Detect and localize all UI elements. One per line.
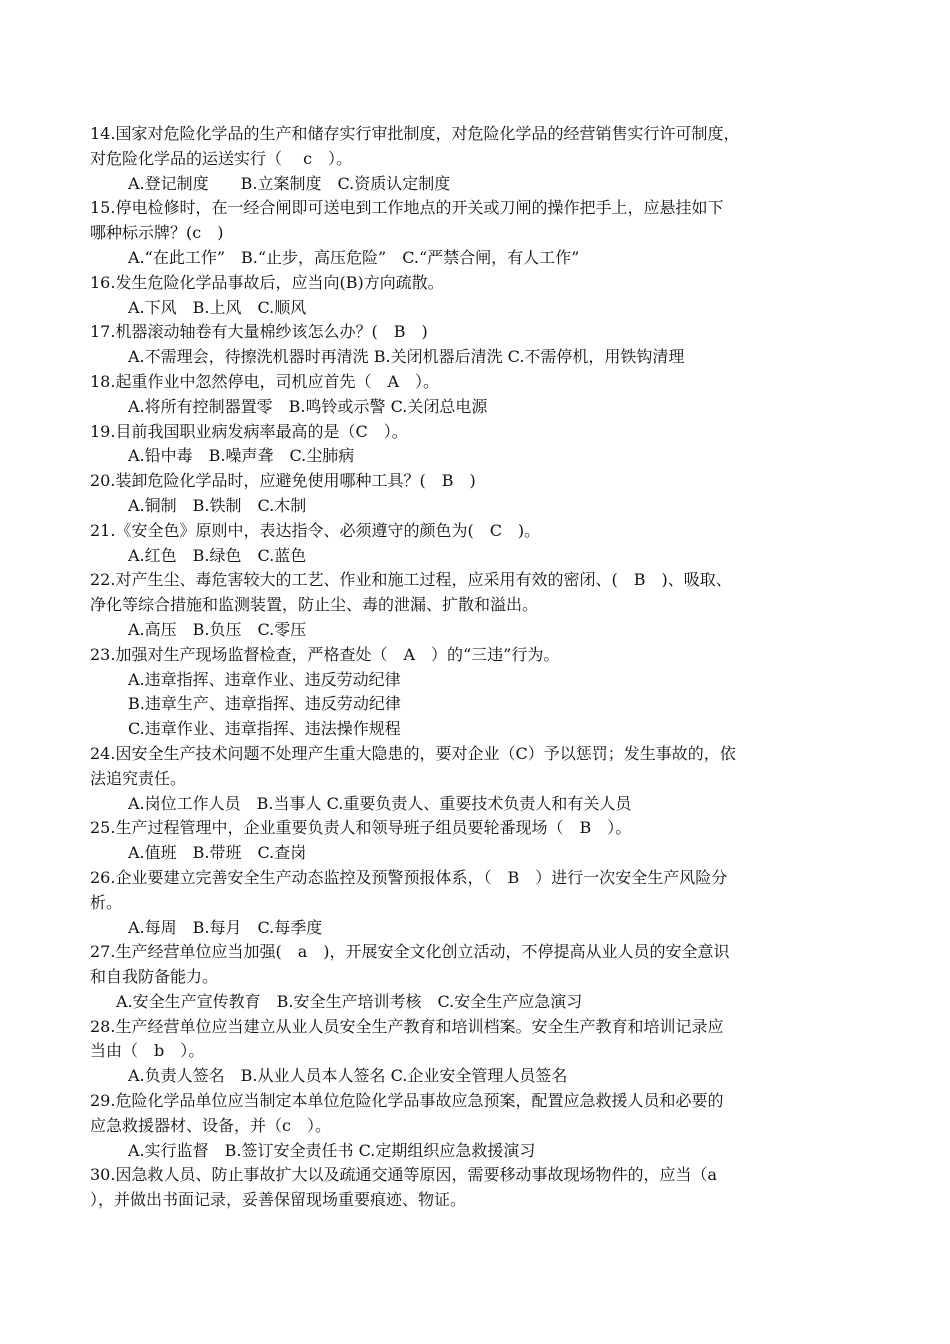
question-text: 哪种标示牌？(c ) — [90, 223, 224, 243]
question-text: 26.企业要建立完善安全生产动态监控及预警预报体系，（ B ）进行一次安全生产风险分 — [90, 867, 728, 887]
question-item — [90, 866, 870, 940]
question-text: 和自我防备能力。 — [90, 967, 219, 987]
question-text: 22.对产生尘、毒危害较大的工艺、作业和施工过程，应采用有效的密闭、( B )、吸取、 — [90, 570, 732, 590]
question-item — [90, 196, 870, 270]
answer-options: C.违章作业、违章指挥、违法操作规程 — [128, 719, 401, 739]
question-text: 25.生产过程管理中，企业重要负责人和领导班子组员要轮番现场（ B ）。 — [90, 818, 632, 838]
answer-options: A.高压 B.负压 C.零压 — [128, 619, 307, 639]
question-item — [90, 370, 870, 420]
question-text: 21.《安全色》原则中，表达指令、必须遵守的颜色为( C )。 — [90, 520, 541, 540]
question-text: 16.发生危险化学品事故后，应当向(B)方向疏散。 — [90, 272, 444, 292]
question-item — [90, 940, 870, 1014]
question-item — [90, 519, 870, 569]
answer-options: A.铅中毒 B.噪声聋 C.尘肺病 — [128, 446, 355, 466]
question-text: 28.生产经营单位应当建立从业人员安全生产教育和培训档案。安全生产教育和培训记录应 — [90, 1016, 724, 1036]
question-text: 27.生产经营单位应当加强( a )，开展安全文化创立活动，不停提高从业人员的安全意识 — [90, 942, 730, 962]
answer-options: A.将所有控制器置零 B.鸣铃或示警 C.关闭总电源 — [128, 396, 488, 416]
answer-options: A.下风 B.上风 C.顺风 — [128, 297, 307, 317]
question-text: 应急救援器材、设备，并（c ）。 — [90, 1115, 331, 1135]
question-item — [90, 320, 870, 370]
question-item — [90, 271, 870, 321]
answer-options: A.“在此工作” B.“止步，高压危险” C.“严禁合闸，有人工作” — [128, 247, 580, 267]
question-item — [90, 568, 870, 642]
question-text: 法追究责任。 — [90, 768, 187, 788]
question-item — [90, 1089, 870, 1163]
question-text: 析。 — [90, 892, 123, 912]
answer-options: A.值班 B.带班 C.查岗 — [128, 843, 307, 863]
question-text: 17.机器滚动轴卷有大量棉纱该怎么办？( B ) — [90, 322, 428, 342]
question-text: 18.起重作业中忽然停电，司机应首先（ A ）。 — [90, 371, 440, 391]
question-item — [90, 122, 870, 196]
answer-options: A.红色 B.绿色 C.蓝色 — [128, 545, 307, 565]
question-text: 当由（ b ）。 — [90, 1041, 205, 1061]
answer-options: B.违章生产、违章指挥、违反劳动纪律 — [128, 694, 401, 714]
answer-options: A.负责人签名 B.从业人员本人签名 C.企业安全管理人员签名 — [128, 1066, 568, 1086]
answer-options: A.登记制度 B.立案制度 C.资质认定制度 — [128, 173, 451, 193]
answer-options: A.实行监督 B.签订安全责任书 C.定期组织应急救援演习 — [128, 1140, 536, 1160]
question-item — [90, 643, 870, 742]
answer-options: A.安全生产宣传教育 B.安全生产培训考核 C.安全生产应急演习 — [116, 991, 583, 1011]
question-text: 14.国家对危险化学品的生产和储存实行审批制度，对危险化学品的经营销售实行许可制度， — [90, 124, 740, 143]
question-text: 29.危险化学品单位应当制定本单位危险化学品事故应急预案，配置应急救援人员和必要的 — [90, 1091, 724, 1111]
question-text: ），并做出书面记录，妥善保留现场重要痕迹、物证。 — [90, 1190, 467, 1210]
question-item — [90, 742, 870, 816]
question-text: 19.目前我国职业病发病率最高的是（C ）。 — [90, 421, 408, 441]
question-text: 对危险化学品的运送实行（ c ）。 — [90, 148, 353, 168]
answer-options: A.铜制 B.铁制 C.木制 — [128, 495, 307, 515]
answer-options: A.违章指挥、违章作业、违反劳动纪律 — [128, 669, 401, 689]
question-list — [90, 122, 870, 1213]
answer-options: A.岗位工作人员 B.当事人 C.重要负责人、重要技术负责人和有关人员 — [128, 793, 632, 813]
question-text: 20.装卸危险化学品时，应避免使用哪种工具？( B ) — [90, 471, 476, 491]
question-text: 15.停电检修时，在一经合闸即可送电到工作地点的开关或刀闸的操作把手上，应悬挂如下 — [90, 198, 724, 218]
question-item — [90, 420, 870, 470]
question-text: 24.因安全生产技术问题不处理产生重大隐患的，要对企业（C）予以惩罚；发生事故的，依 — [90, 743, 736, 763]
question-text: 净化等综合措施和监测装置，防止尘、毒的泄漏、扩散和溢出。 — [90, 595, 539, 615]
question-text: 23.加强对生产现场监督检查，严格查处（ A ）的“三违”行为。 — [90, 644, 560, 664]
answer-options: A.每周 B.每月 C.每季度 — [128, 917, 323, 937]
answer-options: A.不需理会，待擦洗机器时再清洗 B.关闭机器后清洗 C.不需停机，用铁钩清理 — [128, 347, 685, 367]
question-item — [90, 469, 870, 519]
question-item — [90, 1015, 870, 1089]
question-text: 30.因急救人员、防止事故扩大以及疏通交通等原因，需要移动事故现场物件的，应当（a — [90, 1165, 717, 1185]
question-item — [90, 1163, 870, 1213]
question-item — [90, 816, 870, 866]
